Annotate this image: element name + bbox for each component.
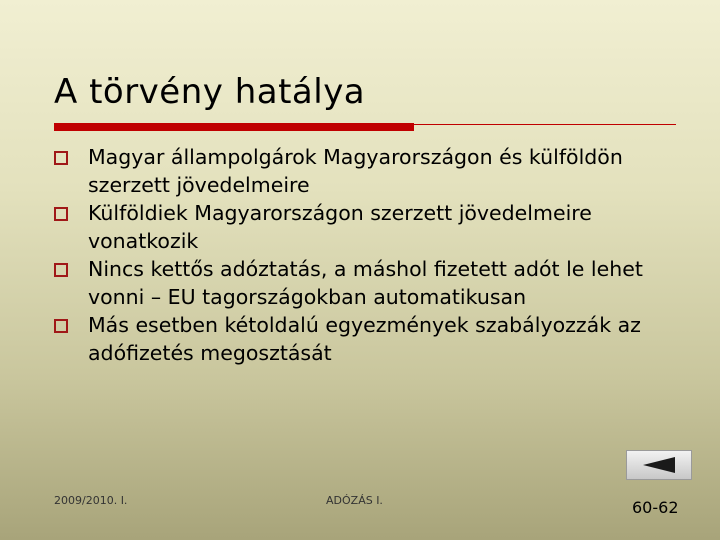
footer-date: 2009/2010. I. <box>54 494 128 507</box>
slide-title: A törvény hatálya <box>54 72 366 112</box>
bullet-text: Más esetben kétoldalú egyezmények szabályozzák az adófizetés megosztását <box>88 313 641 365</box>
bullet-text: Nincs kettős adóztatás, a máshol fizetett adót le lehet vonni – EU tagországokban automatikusan <box>88 257 643 309</box>
title-underline-bar <box>54 123 414 131</box>
bullet-item <box>52 255 672 311</box>
square-bullet-icon <box>54 263 68 277</box>
bullet-item <box>52 199 672 255</box>
bullet-list <box>52 143 672 367</box>
bullet-text: Magyar állampolgárok Magyarországon és külföldön szerzett jövedelmeire <box>88 145 623 197</box>
square-bullet-icon <box>54 207 68 221</box>
bullet-text: Külföldiek Magyarországon szerzett jövedelmeire vonatkozik <box>88 201 592 253</box>
square-bullet-icon <box>54 319 68 333</box>
footer-center-text: ADÓZÁS I. <box>326 494 383 507</box>
triangle-left-icon <box>639 455 679 475</box>
title-underline-rule <box>414 124 676 125</box>
previous-slide-button[interactable] <box>626 450 692 480</box>
bullet-item <box>52 143 672 199</box>
square-bullet-icon <box>54 151 68 165</box>
page-number: 60-62 <box>632 498 679 517</box>
bullet-item <box>52 311 672 367</box>
